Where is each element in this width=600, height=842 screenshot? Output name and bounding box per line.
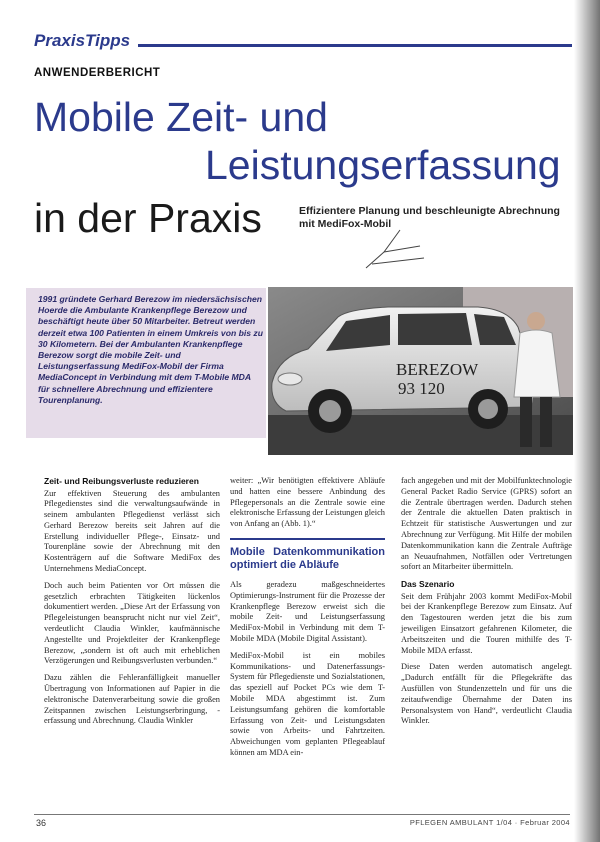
scan-edge-shadow: [574, 0, 600, 842]
column-2-subhead: Mobile Datenkommunikation optimiert die Abläufe: [230, 538, 385, 572]
car-lettering-name: BEREZOW: [396, 360, 479, 379]
headline-line-1: Mobile Zeit- und: [34, 94, 328, 140]
pen-scribble-mark: [360, 228, 430, 276]
column-1-paragraph-3: Dazu zählen die Fehleranfälligkeit manueller Übertragung von Informationen auf Papier in die elektronische Datenverarbeitung sowie die großen Zeitspannen zwischen Leistungserbringung, -erfassung und Abrechnung. Claudia Winkler: [44, 673, 220, 726]
article-column-1: [44, 476, 220, 733]
column-3-paragraph-1: fach angegeben und mit der Mobilfunktechnologie General Packet Radio Service (GPRS) sofort an die Zentrale übertragen werden. Dadurch stehen der Zentrale die aktuellen Daten praktisch in Echtzeit für statistische Auswertungen und zur Abrechnung zur Verfügung. Mit Hilfe der mobilen Datenkommunikation kann die Zentrale Aufträge an Neuaufnahmen, Notfällen oder Vertretungen sofort an Mitarbeiter übermitteln.: [401, 476, 572, 572]
column-2-paragraph-2: Als geradezu maßgeschneidertes Optimierungs-Instrument für die Prozesse der Krankenpflege Berezow erweist sich die mobile Zeit- und Leistungserfassung MediFox-Mobil in Verbindung mit dem T-Mobile MDA (Mobile Digital Assistant).: [230, 579, 385, 643]
subheadline: Effizientere Planung und beschleunigte Abrechnung mit MediFox-Mobil: [299, 205, 560, 230]
lead-paragraph: 1991 gründete Gerhard Berezow im niedersächsischen Hoerde die Ambulante Krankenpflege Berezow und beschäftigt heute über 50 Mitarbeiter. Betreut werden derzeit etwa 100 Patienten in einem Umkreis von bis zu 30 Kilometern. Bei der Ambulanten Krankenpflege Berezow sorgt die mobile Zeit- und Leistungserfassung MediFox-Mobil der Firma MediaConcept in Verbindung mit dem T-Mobile MDA für schnellere Abrechnung und effizientere Tourenplanung.: [38, 294, 263, 405]
column-3-subhead: Das Szenario: [401, 579, 455, 590]
column-1-subhead: Zeit- und Reibungsverluste reduzieren: [44, 476, 199, 486]
headline-line-3: in der Praxis: [34, 195, 262, 241]
publication-footer: PFLEGEN AMBULANT 1/04 · Februar 2004: [409, 818, 570, 827]
column-2-paragraph-1: weiter: „Wir benötigten effektivere Abläufe und hatten eine bessere Anbindung des Pflegepersonals an die Zentrale sowie eine elektronische Erfassung der Leistungen gleich von Anfang an (Abb. 1).“: [230, 476, 385, 529]
article-column-2: [230, 476, 385, 765]
column-1-paragraph-2: Doch auch beim Patienten vor Ort müssen die gesetzlich erbrachten Tätigkeiten lückenlos dokumentiert werden. „Diese Art der Erfassung von Pflegeleistungen beansprucht nicht nur viel Zeit“, verdeutlicht Claudia Winkler, kaufmännische Angestellte und Projektleiter der Krankenpflege Berezow, „sondern ist oft auch mit erheblichen Verzögerungen und Reibungsverlusten verbunden.“: [44, 580, 220, 666]
section-tag: PraxisTipps: [34, 31, 131, 50]
column-3-paragraph-2: Seit dem Frühjahr 2003 kommt MediFox-Mobil bei der Krankenpflege Berezow zum Einsatz. Auf den Tagestouren werden jetzt die bis zum jeweiligen Einsatzort gefahrenen Kilometer, die Arbeitszeiten und die Touren mithilfe des T-Mobile MDA erfasst.: [401, 591, 572, 655]
article-photo: [268, 287, 573, 455]
column-2-paragraph-3: MediFox-Mobil ist ein mobiles Kommunikations- und Datenerfassungs-System für Pflegedienste und Sozialstationen, das speziell auf Pocket PCs wie dem T-Mobile MDA abgestimmt ist. Zum Leistungsumfang gehören die komfortable Erfassung von Zeit- und Leistungsdaten sowie von Arbeits- und Fahrtzeiten. Abweichungen vom geplanten Pflegeablauf können am MDA ein-: [230, 650, 385, 757]
photo-car-and-nurse: [268, 287, 573, 455]
article-column-3: [401, 476, 572, 733]
column-1-paragraph-1: Zur effektiven Steuerung des ambulanten Pflegedienstes sind die verwaltungsaufwände in seinem ambulanten Pflegedienst verlässt sich Gerhard Berezow bereits seit Jahren auf die Erstellung individueller Pflege-, Einsatz- und Tourenpläne sowie der Abrechnung mit den Kostenträgern auf die Software MediFox des Unternehmens MediaConcept.: [44, 488, 220, 574]
article-kicker: ANWENDERBERICHT: [34, 67, 161, 79]
section-rule: [138, 44, 572, 47]
footer-rule: [34, 814, 570, 815]
column-3-paragraph-3: Diese Daten werden automatisch angelegt. „Dadurch entfällt für die Pflegekräfte das Ausfüllen von Stundenzetteln und für uns die zeitaufwendige Übernahme der Daten ins Personalsystem von Hand“, verdeutlicht Claudia Winkler.: [401, 662, 572, 726]
headline-line-2: Leistungserfassung: [205, 142, 561, 188]
page-number: 36: [36, 818, 47, 828]
car-lettering-phone: 93 120: [398, 379, 445, 398]
